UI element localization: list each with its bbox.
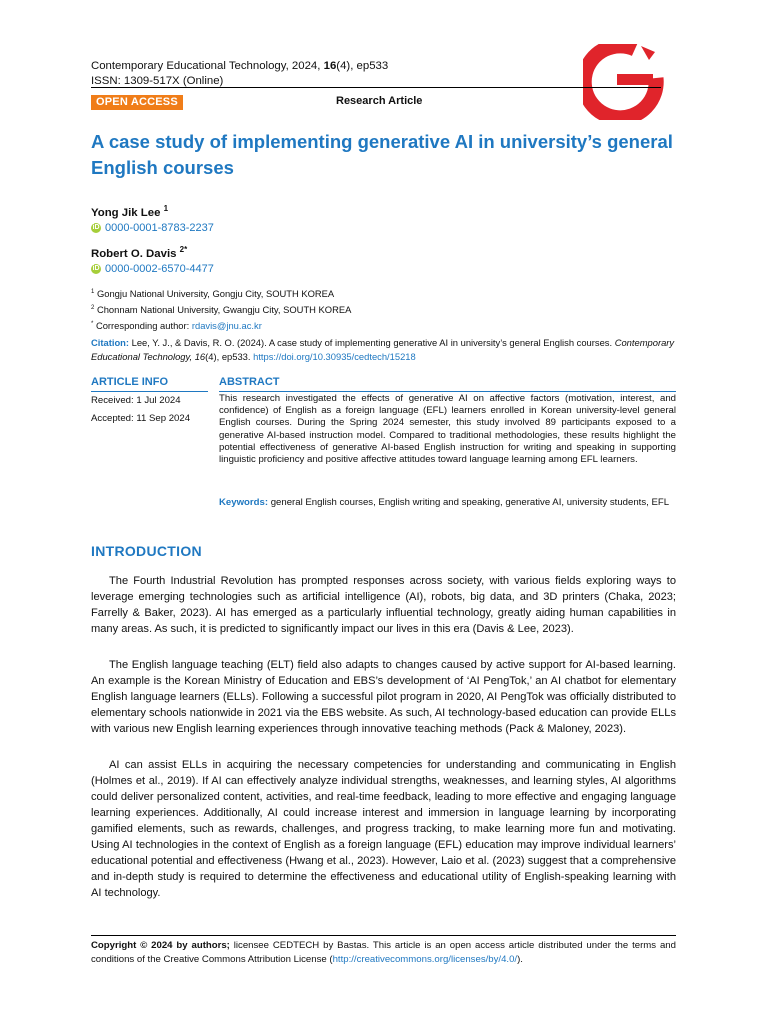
intro-paragraph-2: The English language teaching (ELT) field also adapts to changes caused by active support for AI-based learning. An example is the Korean Ministry of Education and EBS’s development of ‘AI PengTok,’ an AI chatbot for elementary English language learners (ELLs). Following a successful pilot program in 2020, AI PengTok was officially distributed to elementary schools nationwide in 2021 via the EBS website. As such, AI technology-based education can provide ELLs with various new English learning experiences through innovative teaching methods (Pack & Maloney, 2023). [91,659,676,735]
orcid-link[interactable]: iD 0000-0002-6570-4477 [92,262,214,275]
copyright-notice: Copyright © 2024 by authors; licensee CEDTECH by Bastas. This article is an open access article distributed under the terms and conditions of the Creative Commons Attribution License (http://creativecommons.org/licenses/by/4.0/). [91,940,676,965]
orcid-icon: iD [92,223,100,231]
abstract-rule [219,391,676,392]
article-info-heading: ARTICLE INFO [91,376,168,388]
author-name: Yong Jik Lee $^1$ [91,204,169,219]
intro-paragraph-3: AI can assist ELLs in acquiring the necessary competencies for understanding and communicating in English (Holmes et al., 2019). If AI can effectively analyze individual strengths, weaknesses, and learning styles, AI algorithms could deliver personalized content, activities, and real-time feedback, leading to more effective and engaging language learning experiences. Additionally, AI could increase interest and immersion in language learning by incorporating gamified elements, such as rewards, challenges, and progress tracking, to make learning more fun and motivating. Using AI technologies in the context of English as a foreign language (EFL) education may improve individual learners’ educational potential and effectiveness (Hwang et al., 2023). However, Laio et al. (2023) suggest that a comprehensive and in-depth study is required to determine the effectiveness and educational utility of English-speaking learning with AI technology. [91,759,676,899]
affiliation-1: $^1$ Gongju National University, Gongju City, SOUTH KOREA [91,288,335,300]
doi-link[interactable]: https://doi.org/10.30935/cedtech/15218 [253,351,416,362]
open-access-badge: OPEN ACCESS [91,95,183,110]
abstract-heading: ABSTRACT [219,376,280,388]
journal-header [91,59,388,89]
article-type: Research Article [336,95,423,107]
footer-rule [91,935,676,936]
author-name: Robert O. Davis $^{2*}$ [91,245,188,260]
abstract-text: This research investigated the effects of generative AI on affective factors (motivation, interest, and confidence) of English as a foreign language (EFL) learners enrolled in Korean university-level general English courses. During the Spring 2024 semester, this study involved 89 participants exposed to a generative AI-based instruction model. Compared to traditional methodologies, these results highlight the potential effectiveness of generative AI-based English instruction for writing and speaking in supporting linguistic proficiency and positive affective attitudes toward language learning among EFL learners. [219,393,676,466]
header-rule [91,87,661,88]
keywords: Keywords: general English courses, English writing and speaking, generative AI, university students, EFL [219,497,670,508]
author-1 [91,204,214,234]
received-date: Received: 1 Jul 2024 [91,395,181,406]
affiliations [91,285,351,333]
author-2 [91,245,214,275]
orcid-icon: iD [92,264,100,272]
orcid-link[interactable]: iD 0000-0001-8783-2237 [92,221,214,234]
intro-paragraph-1: The Fourth Industrial Revolution has prompted responses across society, with various fields exploring ways to leverage emerging technologies such as artificial intelligence (AI), robots, big data, and 3D printers (Chaka, 2023; Farrelly & Baker, 2023). AI has emerged as a particularly influential technology, greatly aiding human capabilities in many areas. As such, it is predicted to significantly impact our lives in this era (Davis & Lee, 2023). [91,575,676,635]
journal-issue: (4), ep533 [336,60,389,72]
article-title: A case study of implementing generative AI in university’s general English courses [91,131,673,178]
corresponding-author: * Corresponding author: rdavis@jnu.ac.kr [91,320,262,332]
introduction-heading: INTRODUCTION [91,543,202,559]
journal-logo-icon [583,44,665,120]
license-link[interactable]: http://creativecommons.org/licenses/by/4.0/ [332,954,518,965]
citation: Citation: Lee, Y. J., & Davis, R. O. (2024). A case study of implementing generative AI in university’s general English courses. Contemporary Educational Technology, 16(4), ep533. https://doi.org/10.30935/cedtech/15218 [91,337,675,362]
article-info-rule [91,391,208,392]
affiliation-2: $^2$ Chonnam National University, Gwangju City, SOUTH KOREA [91,304,352,316]
journal-citation-line [91,59,388,74]
email-link[interactable]: rdavis@jnu.ac.kr [191,320,262,332]
accepted-date: Accepted: 11 Sep 2024 [91,413,191,424]
journal-issn: ISSN: 1309-517X (Online) [91,75,224,87]
journal-name: Contemporary Educational Technology, 2024, [91,60,324,72]
journal-volume: 16 [323,60,337,72]
